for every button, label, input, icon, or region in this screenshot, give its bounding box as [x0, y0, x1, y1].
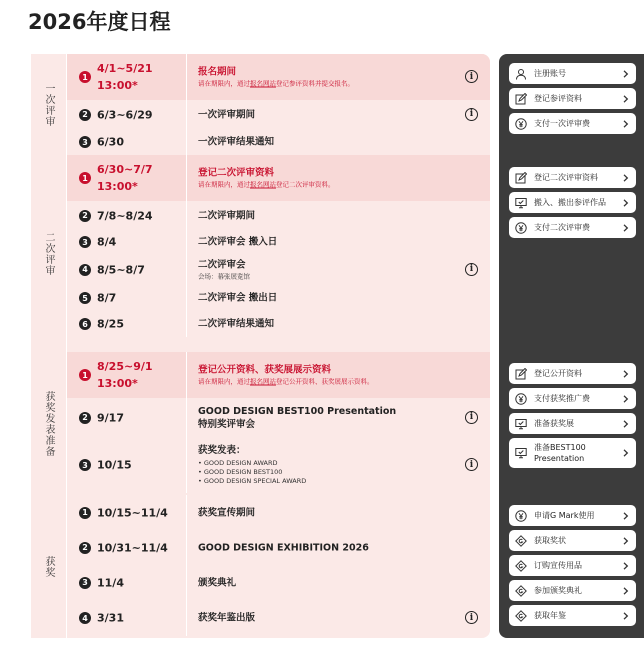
monitor-check-icon	[515, 418, 527, 430]
action-button-label	[534, 197, 606, 208]
action-group	[509, 167, 637, 242]
step-number: 1	[79, 172, 91, 184]
column-divider	[186, 311, 187, 337]
action-button[interactable]	[509, 505, 636, 526]
phase-label	[31, 352, 67, 495]
row-description	[198, 364, 458, 387]
action-label-line: 准备获奖展	[534, 419, 574, 428]
row-title: 一次评审结果通知	[198, 136, 275, 148]
step-number: 1	[79, 507, 91, 519]
schedule-row	[67, 129, 490, 155]
column-divider	[186, 398, 187, 437]
chevron-right-icon	[622, 512, 629, 520]
row-description	[198, 612, 458, 625]
phase-section	[31, 352, 490, 495]
note-text: 请在期限内，通过	[198, 377, 250, 386]
action-button-label	[534, 442, 586, 464]
date-range: 6/30~7/7	[97, 163, 153, 176]
date-range: 8/5~8/7	[97, 263, 145, 276]
action-button[interactable]	[509, 555, 636, 576]
schedule-row	[67, 398, 490, 438]
chevron-right-icon	[622, 370, 629, 378]
row-date	[97, 457, 132, 474]
column-divider	[186, 495, 187, 530]
action-button-label	[534, 585, 582, 596]
page-title: 2026年度日程	[28, 10, 171, 34]
action-label-line: 注册账号	[534, 69, 566, 78]
action-button-label	[534, 610, 566, 621]
action-group	[509, 505, 637, 630]
column-divider	[186, 129, 187, 155]
row-description	[198, 209, 458, 222]
deadline-time: 13:00*	[97, 377, 138, 390]
g-mark-icon	[515, 560, 527, 572]
step-number: 2	[79, 109, 91, 121]
row-title: 获奖宣传期间	[198, 507, 256, 518]
row-title: 获奖年鉴出版	[198, 612, 256, 624]
phase-section	[31, 54, 490, 155]
row-description	[198, 405, 458, 431]
g-mark-icon	[515, 535, 527, 547]
action-button[interactable]	[509, 63, 636, 84]
monitor-check-icon	[515, 447, 527, 459]
date-range: 6/30	[97, 135, 124, 149]
info-icon[interactable]: i	[465, 70, 478, 83]
date-range: 8/25	[97, 317, 124, 331]
action-button-label	[534, 510, 594, 521]
row-title: 获奖发表：	[198, 445, 246, 456]
column-divider	[186, 285, 187, 311]
row-description	[198, 444, 458, 486]
edit-icon	[515, 172, 527, 184]
chevron-right-icon	[622, 224, 629, 232]
action-button-label	[534, 93, 582, 104]
actions-panel	[499, 54, 644, 638]
phase-label-text: 一次评审	[43, 82, 54, 127]
date-range: 3/31	[97, 611, 124, 625]
schedule-row	[67, 530, 490, 566]
row-title: 登记公开资料、获奖展展示资料	[198, 364, 332, 376]
registration-site-link[interactable]: 报名网站	[250, 377, 276, 386]
row-date	[97, 207, 153, 224]
row-title: 二次评审会	[198, 259, 246, 270]
action-button-label	[534, 222, 590, 233]
row-title: 二次评审期间	[198, 210, 256, 221]
column-divider	[186, 565, 187, 600]
action-label-line: Presentation	[534, 454, 585, 463]
action-label-line: 登记公开资料	[534, 369, 582, 378]
action-button-label	[534, 68, 566, 79]
action-button[interactable]	[509, 388, 636, 409]
column-divider	[186, 100, 187, 129]
row-date	[97, 358, 153, 392]
chevron-right-icon	[622, 174, 629, 182]
g-mark-icon	[515, 585, 527, 597]
action-button[interactable]	[509, 605, 636, 626]
g-mark-icon	[515, 610, 527, 622]
action-button-label	[534, 418, 574, 429]
row-date	[97, 290, 116, 307]
row-title: 报名期间	[198, 66, 237, 78]
row-description	[198, 292, 458, 305]
row-description	[198, 258, 458, 281]
schedule-row	[67, 100, 490, 130]
row-date	[97, 539, 168, 556]
row-title: GOOD DESIGN EXHIBITION 2026	[198, 542, 369, 553]
schedule-table	[31, 54, 490, 638]
date-range: 9/17	[97, 411, 124, 424]
edit-icon	[515, 93, 527, 105]
step-number: 1	[79, 369, 91, 381]
row-date	[97, 504, 168, 521]
schedule-row	[67, 495, 490, 531]
schedule-row	[67, 600, 490, 636]
chevron-right-icon	[622, 420, 629, 428]
column-divider	[186, 155, 187, 201]
action-button[interactable]	[509, 88, 636, 109]
column-divider	[186, 254, 187, 285]
date-range: 10/15~11/4	[97, 506, 168, 519]
row-date	[97, 134, 124, 151]
action-button-label	[534, 118, 590, 129]
info-icon[interactable]: i	[465, 458, 478, 471]
edit-icon	[515, 368, 527, 380]
schedule-row	[67, 437, 490, 493]
chevron-right-icon	[622, 120, 629, 128]
info-icon[interactable]: i	[465, 263, 478, 276]
row-title: 颁奖典礼	[198, 577, 237, 588]
row-note	[198, 181, 458, 190]
row-description	[198, 576, 458, 589]
note-text: 登记二次评审资料。	[276, 180, 335, 189]
date-range: 10/15	[97, 458, 132, 472]
step-number: 3	[79, 236, 91, 248]
row-title: 二次评审结果通知	[198, 318, 275, 330]
schedule-row	[67, 565, 490, 601]
row-date	[97, 234, 116, 251]
date-range: 8/25~9/1	[97, 360, 153, 373]
action-label-line: 申请G Mark使用	[534, 511, 595, 520]
monitor-check-icon	[515, 197, 527, 209]
deadline-time: 13:00*	[97, 79, 138, 92]
column-divider	[186, 54, 187, 100]
venue-note: 会场：幕张展览馆	[198, 272, 250, 280]
action-button[interactable]	[509, 167, 636, 188]
row-note	[198, 80, 458, 89]
action-label-line: 支付获奖推广费	[534, 394, 590, 403]
phase-label	[31, 155, 67, 352]
chevron-right-icon	[622, 395, 629, 403]
info-icon[interactable]: i	[465, 611, 478, 624]
action-button[interactable]	[509, 438, 636, 468]
action-button[interactable]	[509, 413, 636, 434]
info-icon[interactable]: i	[465, 411, 478, 424]
column-divider	[186, 600, 187, 636]
row-description	[198, 66, 458, 89]
yen-icon	[515, 510, 527, 522]
row-description	[198, 167, 458, 190]
column-divider	[186, 530, 187, 565]
row-description	[198, 541, 458, 554]
row-description	[198, 136, 458, 149]
action-label-line: 支付一次评审费	[534, 119, 590, 128]
schedule-row	[67, 352, 490, 399]
action-button[interactable]	[509, 580, 636, 601]
schedule-row	[67, 201, 490, 231]
yen-icon	[515, 222, 527, 234]
column-divider	[186, 201, 187, 230]
date-range: 11/4	[97, 576, 124, 589]
step-number: 4	[79, 264, 91, 276]
registration-site-link[interactable]: 报名网站	[250, 79, 276, 88]
row-description	[198, 506, 458, 519]
step-number: 4	[79, 612, 91, 624]
row-date	[97, 161, 153, 195]
row-date	[97, 610, 124, 627]
row-title: 一次评审期间	[198, 109, 256, 120]
action-button[interactable]	[509, 113, 636, 134]
action-button[interactable]	[509, 363, 636, 384]
chevron-right-icon	[622, 95, 629, 103]
step-number: 2	[79, 210, 91, 222]
action-label-line: 参加颁奖典礼	[534, 586, 582, 595]
action-label-line: 登记二次评审资料	[534, 173, 598, 182]
row-date	[97, 409, 124, 426]
row-description	[198, 318, 458, 331]
column-divider	[186, 352, 187, 398]
row-note	[198, 378, 458, 387]
row-title: 登记二次评审资料	[198, 167, 275, 179]
date-range: 6/3~6/29	[97, 108, 153, 121]
action-button[interactable]	[509, 192, 636, 213]
action-label-line: 获取年鉴	[534, 611, 566, 620]
yen-icon	[515, 393, 527, 405]
action-button-label	[534, 393, 590, 404]
yen-icon	[515, 118, 527, 130]
action-label-line: 支付二次评审费	[534, 223, 590, 232]
date-range: 8/7	[97, 291, 117, 305]
action-button-label	[534, 172, 598, 183]
row-title: 二次评审会 搬入日	[198, 236, 278, 248]
row-description	[198, 236, 458, 249]
date-range: 4/1~5/21	[97, 62, 153, 75]
note-text: 请在期限内，通过	[198, 180, 250, 189]
info-icon[interactable]: i	[465, 108, 478, 121]
row-date	[97, 316, 124, 333]
step-number: 3	[79, 136, 91, 148]
phase-section	[31, 155, 490, 352]
action-label-line: 搬入、搬出参评作品	[534, 198, 606, 207]
date-range: 10/31~11/4	[97, 541, 168, 554]
action-label-line: 登记参评资料	[534, 94, 582, 103]
phase-section	[31, 495, 490, 638]
column-divider	[186, 437, 187, 493]
action-button-label	[534, 535, 566, 546]
row-date	[97, 106, 153, 123]
step-number: 5	[79, 292, 91, 304]
row-title: 二次评审会 搬出日	[198, 292, 278, 304]
row-title: GOOD DESIGN BEST100 Presentation	[198, 405, 397, 417]
action-button[interactable]	[509, 530, 636, 551]
chevron-right-icon	[622, 612, 629, 620]
action-label-line: 获取奖状	[534, 536, 566, 545]
action-group	[509, 63, 637, 138]
award-list-item: • GOOD DESIGN BEST100	[198, 468, 283, 476]
action-label-line: 准备BEST100	[534, 443, 586, 452]
phase-label-text: 获奖发表准备	[43, 390, 54, 457]
step-number: 3	[79, 459, 91, 471]
phase-label-text: 二次评审	[43, 231, 54, 276]
schedule-row	[67, 230, 490, 255]
row-description	[198, 108, 458, 121]
phase-label-text: 获奖	[43, 555, 54, 578]
step-number: 1	[79, 71, 91, 83]
schedule-row	[67, 254, 490, 286]
row-title-line2: 特别奖评审会	[198, 418, 256, 430]
step-number: 2	[79, 412, 91, 424]
step-number: 2	[79, 542, 91, 554]
row-date	[97, 261, 145, 278]
phase-label	[31, 54, 67, 155]
schedule-row	[67, 285, 490, 312]
chevron-right-icon	[622, 562, 629, 570]
action-group	[509, 363, 637, 472]
row-date	[97, 574, 124, 591]
deadline-time: 13:00*	[97, 180, 138, 193]
schedule-row	[67, 155, 490, 202]
award-list-item: • GOOD DESIGN AWARD	[198, 459, 278, 467]
schedule-row	[67, 311, 490, 337]
action-label-line: 订购宣传用品	[534, 561, 582, 570]
note-text: 请在期限内，通过	[198, 79, 250, 88]
chevron-right-icon	[622, 537, 629, 545]
date-range: 8/4	[97, 235, 117, 249]
registration-site-link[interactable]: 报名网站	[250, 180, 276, 189]
step-number: 6	[79, 318, 91, 330]
action-button[interactable]	[509, 217, 636, 238]
note-text: 登记参评资料并提交报名。	[276, 79, 354, 88]
user-icon	[515, 68, 527, 80]
row-date	[97, 60, 153, 94]
step-number: 3	[79, 577, 91, 589]
schedule-row	[67, 54, 490, 101]
chevron-right-icon	[622, 449, 629, 457]
award-list-item: • GOOD DESIGN SPECIAL AWARD	[198, 477, 307, 485]
award-list	[198, 459, 458, 486]
note-text: 登记公开资料、获奖展展示资料。	[276, 377, 374, 386]
chevron-right-icon	[622, 70, 629, 78]
action-button-label	[534, 560, 582, 571]
column-divider	[186, 230, 187, 254]
phase-label	[31, 495, 67, 638]
action-button-label	[534, 368, 582, 379]
chevron-right-icon	[622, 587, 629, 595]
chevron-right-icon	[622, 199, 629, 207]
date-range: 7/8~8/24	[97, 209, 153, 222]
